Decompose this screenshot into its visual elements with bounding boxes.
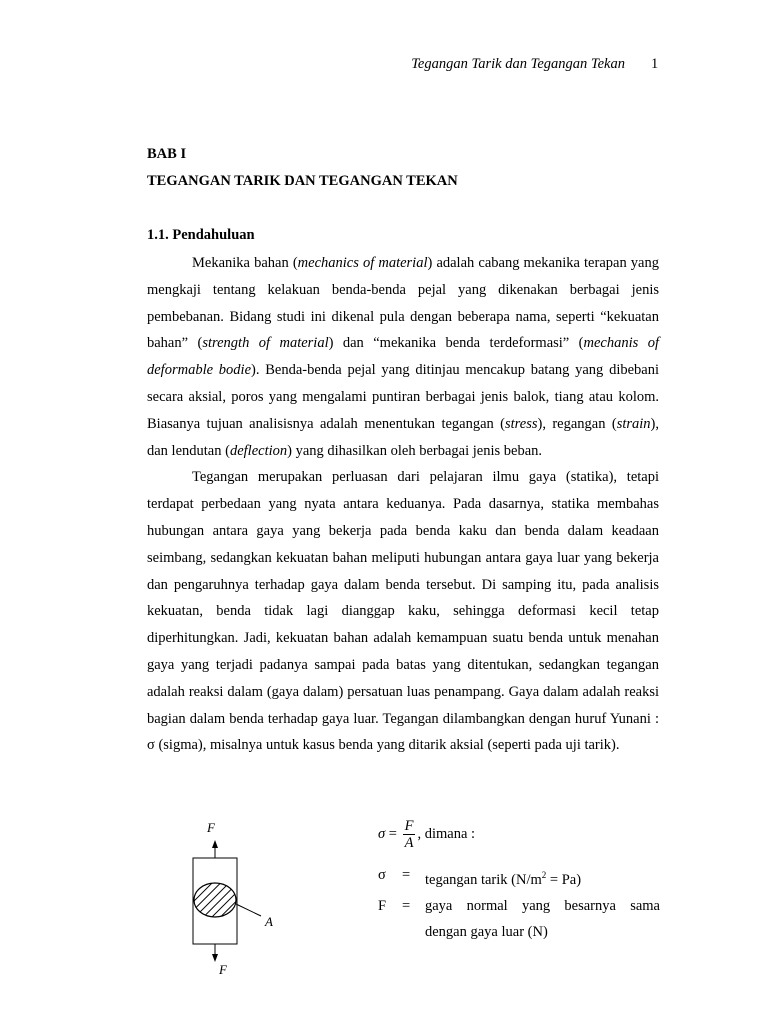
stress-formula — [378, 818, 475, 851]
symbol-definitions — [378, 862, 660, 945]
formula-equals: = — [388, 825, 397, 842]
area-leader-line — [236, 904, 261, 916]
fraction-denominator: A — [404, 835, 414, 851]
definition-sigma — [378, 862, 660, 893]
definition-equals: = — [402, 867, 411, 883]
section-title: 1.1. Pendahuluan — [147, 227, 255, 243]
definition-text: gaya normal yang besarnya sama dengan gaya luar (N) — [425, 897, 660, 940]
formula-fraction — [403, 818, 416, 851]
body-text — [147, 250, 659, 759]
area-label: A — [265, 914, 273, 929]
chapter-title: TEGANGAN TARIK DAN TEGANGAN TEKAN — [147, 173, 458, 189]
definition-force — [378, 893, 660, 945]
fraction-numerator: F — [404, 818, 414, 834]
arrow-head-top — [212, 840, 218, 848]
paragraph-tegangan: Tegangan merupakan perluasan dari pelajaran ilmu gaya (statika), tetapi terdapat perbedaan yang nyata antara keduanya. Pada dasarnya, statika membahas hubungan antara gaya yang bekerja pada benda kaku dan benda dalam keadaan seimbang, sedangkan kekuatan bahan meliputi hubungan antara gaya luar yang bekerja dan pengaruhnya terhadap gaya dalam benda tersebut. Di samping itu, pada analisis kekuatan, benda tidak lagi dianggap kaku, sehingga deformasi kecil tetap diperhitungkan. Jadi, kekuatan bahan adalah kemampuan suatu benda untuk menahan gaya yang terjadi padanya sampai pada batas yang ditentukan, sedangkan tegangan adalah reaksi dalam (gaya dalam) persatuan luas penampang. Gaya dalam adalah reaksi bagian dalam benda terhadap gaya luar. Tegangan dilambangkan dengan huruf Yunani : σ (sigma), misalnya untuk kasus benda yang ditarik aksial (seperti pada uji tarik). — [147, 469, 659, 754]
tensile-bar-diagram — [185, 816, 295, 986]
cross-section-area — [194, 883, 236, 917]
formula-suffix: , dimana : — [417, 825, 476, 842]
arrow-head-bottom — [212, 954, 218, 962]
definition-symbol: F — [378, 897, 387, 914]
definition-text: tegangan tarik $(N/m^2 = Pa)$ — [425, 870, 582, 888]
chapter-number: BAB I — [147, 146, 187, 162]
definition-symbol: σ — [378, 867, 386, 883]
header-title: Tegangan Tarik dan Tegangan Tekan — [411, 56, 625, 72]
definition-equals: = — [402, 897, 411, 914]
paragraph-introduction: Mekanika bahan (mechanics of material) adalah cabang mekanika terapan yang mengkaji tentang kelakuan benda-benda pejal yang dikenakan berbagai jenis pembebanan. Bidang studi ini dikenal pula dengan beberapa nama, seperti “kekuatan bahan” (strength of material) dan “mekanika benda terdeformasi” (mechanis of deformable bodie). Benda-benda pejal yang ditinjau mencakup batang yang dibebani secara aksial, poros yang mengalami puntiran berbagai jenis balok, tiang atau kolom. Biasanya tujuan analisisnya adalah menentukan tegangan (stress), regangan (strain), dan lendutan (deflection) yang dihasilkan oleh berbagai jenis beban. — [147, 255, 660, 459]
tensile-bar-figure — [185, 816, 295, 986]
page-number: 1 — [651, 56, 659, 72]
force-label-top: F — [207, 820, 215, 835]
formula-sigma: σ — [378, 825, 386, 842]
force-label-bottom: F — [219, 962, 227, 977]
